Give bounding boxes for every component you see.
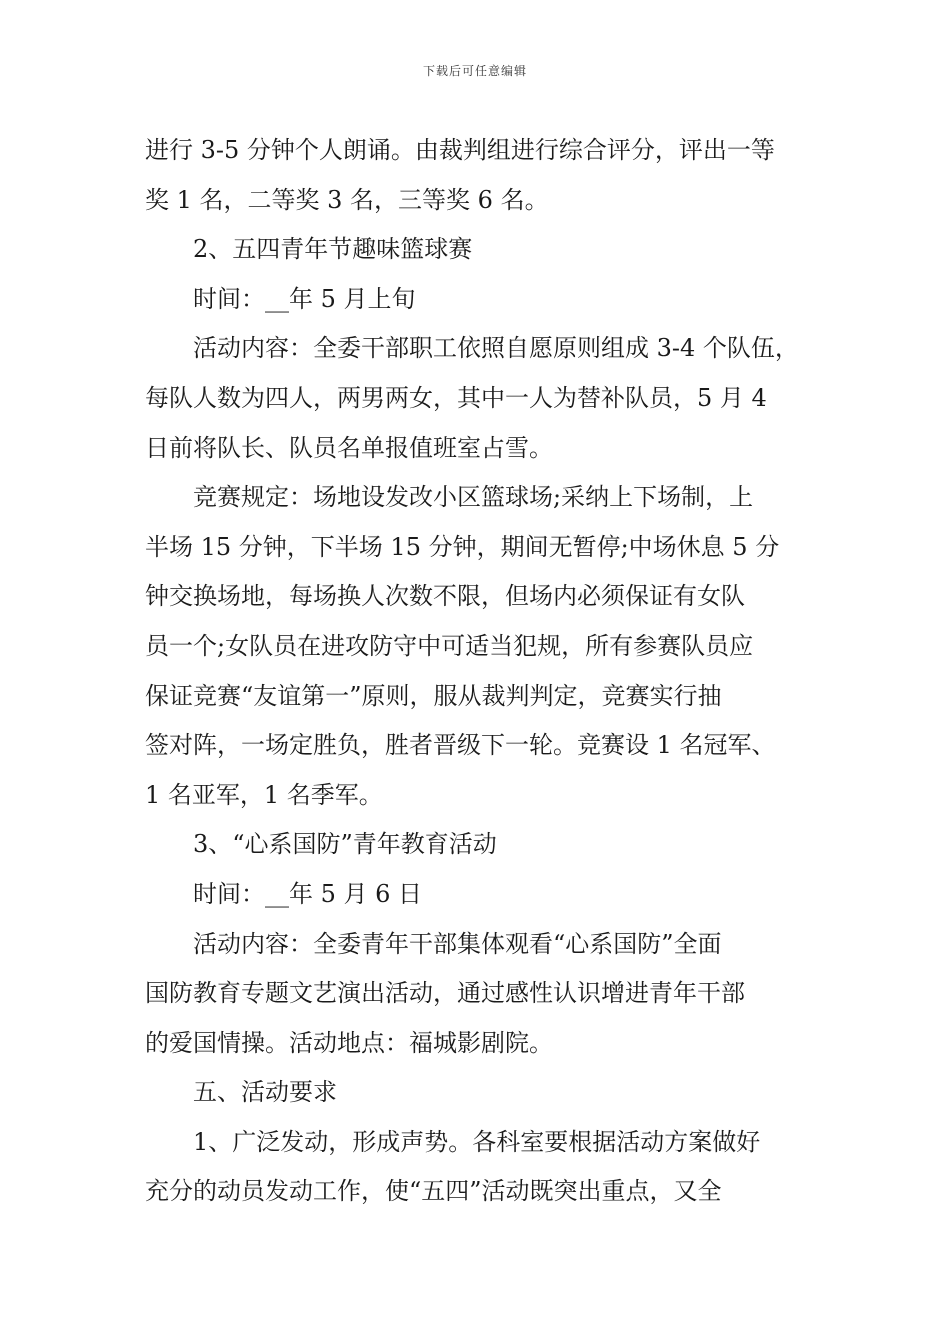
text-line: 时间：__年 5 月上旬	[193, 284, 416, 313]
text-line: 半场 15 分钟，下半场 15 分钟，期间无暂停;中场休息 5 分	[145, 532, 780, 561]
text-line: 签对阵，一场定胜负，胜者晋级下一轮。竞赛设 1 名冠军、	[145, 731, 776, 760]
text-line: 1、广泛发动，形成声势。各科室要根据活动方案做好	[193, 1127, 761, 1156]
page-header: 下载后可任意编辑	[422, 64, 527, 78]
document-body	[145, 126, 805, 1217]
text-line: 充分的动员发动工作，使“五四”活动既突出重点，又全	[145, 1177, 722, 1206]
text-line: 员一个;女队员在进攻防守中可适当犯规，所有参赛队员应	[145, 631, 754, 660]
text-line: 时间：__年 5 月 6 日	[193, 879, 423, 908]
text-line: 活动内容：全委干部职工依照自愿原则组成 3-4 个队伍，	[193, 334, 799, 363]
text-line: 每队人数为四人，两男两女，其中一人为替补队员，5 月 4	[145, 383, 767, 412]
text-line: 奖 1 名，二等奖 3 名，三等奖 6 名。	[145, 185, 549, 214]
text-line: 1 名亚军，1 名季军。	[145, 780, 383, 809]
text-line: 日前将队长、队员名单报值班室占雪。	[145, 433, 553, 462]
text-line: 进行 3-5 分钟个人朗诵。由裁判组进行综合评分，评出一等	[145, 136, 775, 164]
section-heading: 3、“心系国防”青年教育活动	[193, 830, 497, 859]
text-line: 竞赛规定：场地设发改小区篮球场;采纳上下场制，上	[193, 483, 754, 512]
section-heading: 五、活动要求	[193, 1078, 337, 1107]
text-line: 保证竞赛“友谊第一”原则，服从裁判判定，竞赛实行抽	[145, 681, 722, 710]
section-heading: 2、五四青年节趣味篮球赛	[193, 235, 473, 264]
text-line: 国防教育专题文艺演出活动，通过感性认识增进青年干部	[145, 979, 745, 1008]
text-line: 钟交换场地，每场换人次数不限，但场内必须保证有女队	[145, 582, 745, 611]
text-line: 的爱国情操。活动地点：福城影剧院。	[145, 1028, 553, 1057]
text-line: 活动内容：全委青年干部集体观看“心系国防”全面	[193, 929, 722, 958]
